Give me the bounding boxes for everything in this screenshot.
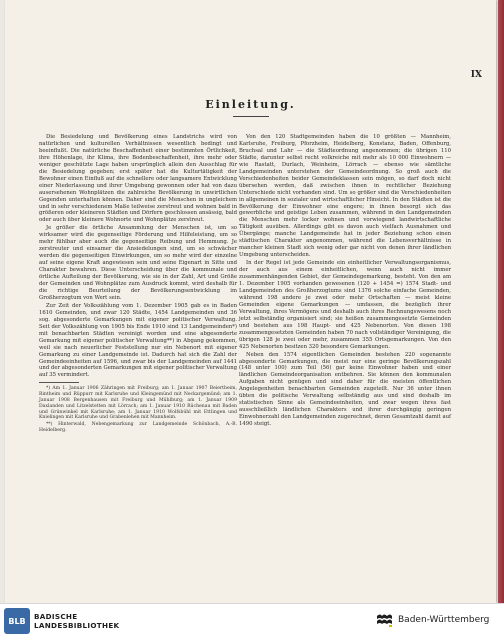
book-cover-edge [498,0,504,603]
book-page [5,0,496,603]
paragraph: Neben den 1574 eigentlichen Gemeinden bestehen 220 sogenannte abgesonderte Gemarkungen, die meist nur eine geringe Bevölkerungszahl (148 unter 100) zum Teil (56) gar keine Einwohner haben und einer ländlichen Gemeindeorganisation entbehren. Sie können den kommunalen Aufgaben nicht genügen und sind daher für die meisten öffentlichen Angelegenheiten benachbarten Gemeinden zugeteilt. Nur 36 unter ihnen übten die politische Verwaltung selbständig aus und sind deshalb im statistischen Sinne als Gemeindeeinheiten, und zwar wegen ihres fast ausschließlich ländlichen Charakters und ihrer durchgängig geringen Einwohnerzahl den Landgemeinden zugerechnet, deren Gesamtzahl damit auf 1490 steigt. [239,351,451,428]
left-text-column [39,134,237,435]
paragraph: Die Besiedelung und Bevölkerung eines Landstrichs wird von natürlichen und kulturellen Verhältnissen wesentlich bedingt und beeinflußt. Die natürliche Beschaffenheit einer bestimmten Örtlichkeit, ihre Höhenlage, ihr Klima, ihre Bodenbeschaffenheit, ihre mehr oder weniger geschützte Lage haben ursprünglich allein den Ausschlag für die Besiedelung gegeben; erst später hat die Kulturtätigkeit der Bewohner einen Einfluß auf die schnellere oder langsamere Entwicklung einer Niederlassung und ihrer Umgebung gewonnen oder hat von dazu ausersehenen Wohnplätzen die zahlreiche Bevölkerung in unwirtlichen Gegenden unterhalten können. Daher sind die Menschen in ungleichem und in sehr verschiedenem Maße teilweise zerstreut und wohnen bald in größeren oder kleineren Städten und Dörfern geschlossen ansässig, bald oder auch über kleinere Wohnorte und Wohnplätze zerstreut. [39,134,237,224]
baden-wuerttemberg-emblem-icon[interactable] [376,613,393,628]
page-number: IX [470,70,482,80]
chapter-title: Einleitung. [205,98,296,111]
state-name[interactable]: Baden-Württemberg [398,615,490,625]
library-name-line-2: LANDESBIBLIOTHEK [34,621,120,630]
blb-logo-icon[interactable]: BLB [4,608,30,634]
paragraph: In der Regel ist jede Gemeinde ein einheitlicher Verwaltungsorganismus, der auch aus einem einheitlichen, wenn auch nicht immer zusammenhängenden Gebiet, der Gemeindegemarkung, besteht. Von den am 1. Dezember 1905 vorhanden gewesenen (120 + 1454 =) 1574 Stadt- und Landgemeinden des Großherzogtums sind 1376 solche einfache Gemeinden, während 198 andere je zwei oder mehr Ortschaften — meist kleine Gemeinden eigene Gemarkungen — umfassen, die bezüglich ihrer Verwaltung, ihres Vermögens und deshalb auch ihres Rechnungswesens noch jetzt selbständig organisiert sind; sie heißen zusammengesetzte Gemeinden und bestehen aus 198 Haupt- und 425 Nebenorten. Von diesen 198 zusammengesetzten Gemeinden haben 70 nach vollständiger Vereinigung, die übrigen 128 je zwei oder mehr, zusammen 355 Ortsgemarkungen. Von den 425 Nebenorten besitzen 320 besondere Gemarkungen. [239,260,451,350]
footnote: *) Am 1. Januar 1906 Zähringen mit Freiburg; am 1. Januar 1907 Beiertheim, Rintheim und Rüppurr mit Karlsruhe und Kleingemünd mit Neckargemünd; am 1. Januar 1908 Bergenhausen mit Freiburg und Mühlburg; am 1. Januar 1909 Daxlanden und Litzelstetten mit Lörrach; am 1. Januar 1910 Rüchenau mit Baden und Grünwinkel mit Karlsruhe; am 1. Januar 1910 Wolfsbühl mit Ettlingen und Knielingen mit Karlsruhe und Grabenlehen mit Mannheim. [39,386,237,421]
paragraph: Je größer die örtliche Ansammlung der Menschen ist, um so wirksamer wird die gegenseitige Förderung und Hilfeleistung, um so mehr fühlbar aber auch die gegenseitige Reibung und Hemmung. Je zerstreuter und einsamer die Ansiedelungen sind, um so schwächer werden die gegenseitigen Einwirkungen, um so mehr wird der einzelne auf seine eigene Kraft angewiesen sein und seine Eigenart in Sitte und Charakter bewahren. Diese Unterscheidung über die kommunale und örtliche Aufteilung der Bevölkerung, wie sie in der Zahl, Art und Größe der Gemeinden und Wohnplätze zum Ausdruck kommt, wird deshalb für die richtige Beurteilung der Bevölkerungsentwicklung im Großherzogtum von Wert sein. [39,225,237,301]
library-name[interactable] [34,612,119,630]
title-divider [233,116,269,117]
paragraph: Von den 120 Stadtgemeinden haben die 10 größten — Mannheim, Karlsruhe, Freiburg, Pforzheim, Heidelberg, Konstanz, Baden, Offenburg, Bruchsal und Lahr — die Städteordnung angenommen; die übrigen 110 Städte, darunter selbst recht volkreiche mit mehr als 10 000 Einwohnern — wie Rastatt, Durlach, Weinheim, Lörrach — ebenso wie sämtliche Landgemeinden unterstehen der Gemeindeordnung. So groß auch die Verschiedenheiten beider Gemeindeklassen sein mögen, so darf doch nicht übersehen werden, daß zwischen ihnen in rechtlicher Beziehung Unterschiede nicht vorhanden sind. Um so größer sind die Verschiedenheiten in allgemeinen in sozialer und wirtschaftlicher Hinsicht. In den Städten ist die Bevölkerung der Einwohner eine engere; in ihnen besorgt sich das gewerbliche und geistige Leben zusammen, während in den Landgemeinden die Menschen mehr locker wohnen und vorwiegend landwirtschaftliche Tätigkeit ausüben. Allerdings gibt es davon auch vielfach Ausnahmen und Übergänge; manche Landgemeinde hat in jeder Beziehung schon einen städtischen Charakter angenommen, während die Lebensverhältnisse in mancher kleinen Stadt sich wenig oder gar nicht von denen ihrer ländlichen Umgebung unterscheiden. [239,134,451,259]
paragraph: Zur Zeit der Volkszählung vom 1. Dezember 1905 gab es in Baden 1610 Gemeinden, und zwar 120 Städte, 1454 Landgemeinden und 36 sog. abgesonderte Gemarkungen mit eigener politischer Verwaltung. Seit der Volkszählung von 1905 bis Ende 1910 sind 13 Landgemeinden*) mit benachbarten Städten vereinigt worden und eine abgesonderte Gemarkung mit eigener politischer Verwaltung**) in Abgang gekommen, weil sie nach neuerlicher Feststellung nur ein Nebenort mit eigener Gemarkung zu einer Landgemeinde ist. Dadurch hat sich die Zahl der Gemeindeeinheiten auf 1596, und zwar bis der Landgemeinden auf 1441 und der abgesonderten Gemarkungen mit eigener politischer Verwaltung auf 35 vermindert. [39,302,237,379]
right-text-column [239,134,451,429]
footer-bar [0,603,504,638]
footnote-divider [39,382,79,383]
footnote: **) Hinterwald, Nebengemarkung zur Landgemeinde Schönbach, A.-B. Heidelberg. [39,422,237,433]
library-name-line-1: BADISCHE [34,612,78,621]
